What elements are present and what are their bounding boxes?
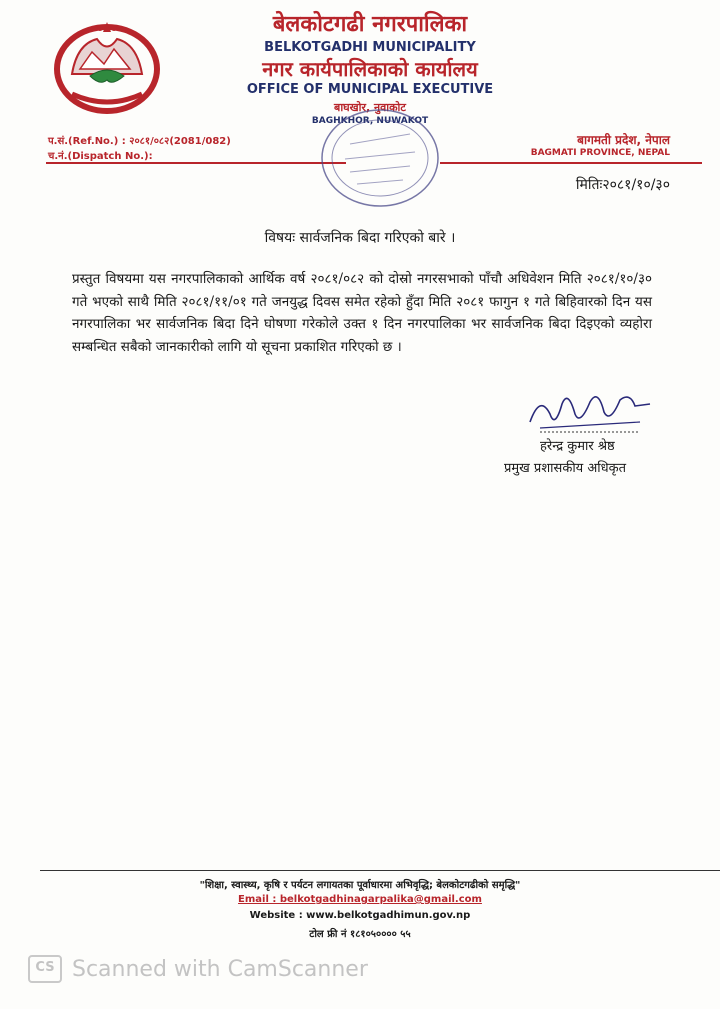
footer-email-link[interactable]: Email : belkotgadhinagarpalika@gmail.com (238, 894, 482, 905)
address-en: BAGHKHOR, NUWAKOT (311, 116, 429, 126)
header-divider-left (46, 162, 346, 164)
camscanner-text: Scanned with CamScanner (72, 956, 368, 982)
office-name-en: OFFICE OF MUNICIPAL EXECUTIVE (246, 82, 494, 97)
footer-divider (40, 870, 720, 871)
footer-website-link[interactable]: Website : www.belkotgadhimun.gov.np (249, 910, 471, 921)
footer-toll-free: टोल फ्री नं १८१०५०००० ५५ (309, 929, 411, 940)
subject-line: विषयः सार्वजनिक बिदा गरिएको बारे । (264, 230, 456, 246)
signer-title: प्रमुख प्रशासकीय अधिकृत (504, 461, 627, 476)
official-stamp-icon (315, 104, 445, 212)
footer-slogan: "शिक्षा, स्वास्थ्य, कृषि र पर्यटन लगायतका पूर्वाधारमा अभिवृद्धि; बेलकोटगढीको समृद्धि" (199, 880, 521, 891)
signature-icon (520, 384, 660, 436)
document-date: मितिः२०८१/१०/३० (575, 177, 670, 193)
camscanner-watermark (28, 956, 368, 982)
province-en: BAGMATI PROVINCE, NEPAL (530, 148, 670, 158)
province-np: बागमती प्रदेश, नेपाल (577, 133, 670, 147)
address-np: बाघखोर, नुवाकोट (334, 101, 406, 114)
notice-body: प्रस्तुत विषयमा यस नगरपालिकाको आर्थिक वर्ष २०८१/०८२ को दोस्रो नगरसभाको पाँचौ अधिवेशन मिति २०८१/१०/३० गते भएको साथै मिति २०८१/११/०१ गते जनयुद्ध दिवस समेत रहेको हुँदा मिति २०८१ फागुन १ गते बिहिवारको दिन यस नगरपालिका भर सार्वजनिक बिदा दिने घोषणा गरेकोले उक्त १ दिन नगरपालिका भर सार्वजनिक बिदा दिइएको व्यहोरा सम्बन्धित सबैको जानकारीको लागि यो सूचना प्रकाशित गरिएको छ । (72, 271, 652, 355)
header-divider-right (440, 162, 702, 164)
municipality-name-en: BELKOTGADHI MUNICIPALITY (264, 40, 476, 55)
office-name-np: नगर कार्यपालिकाको कार्यालय (262, 57, 478, 81)
signer-name: हरेन्द्र कुमार श्रेष्ठ (540, 439, 615, 454)
reference-number: प.सं.(Ref.No.) : २०८१/०८२(2081/082) (48, 136, 231, 147)
nepal-emblem-icon (52, 14, 162, 114)
dispatch-number: च.नं.(Dispatch No.): (48, 151, 153, 162)
camscanner-logo-icon: CS (28, 955, 62, 983)
municipality-name-np: बेलकोटगढी नगरपालिका (272, 12, 468, 37)
